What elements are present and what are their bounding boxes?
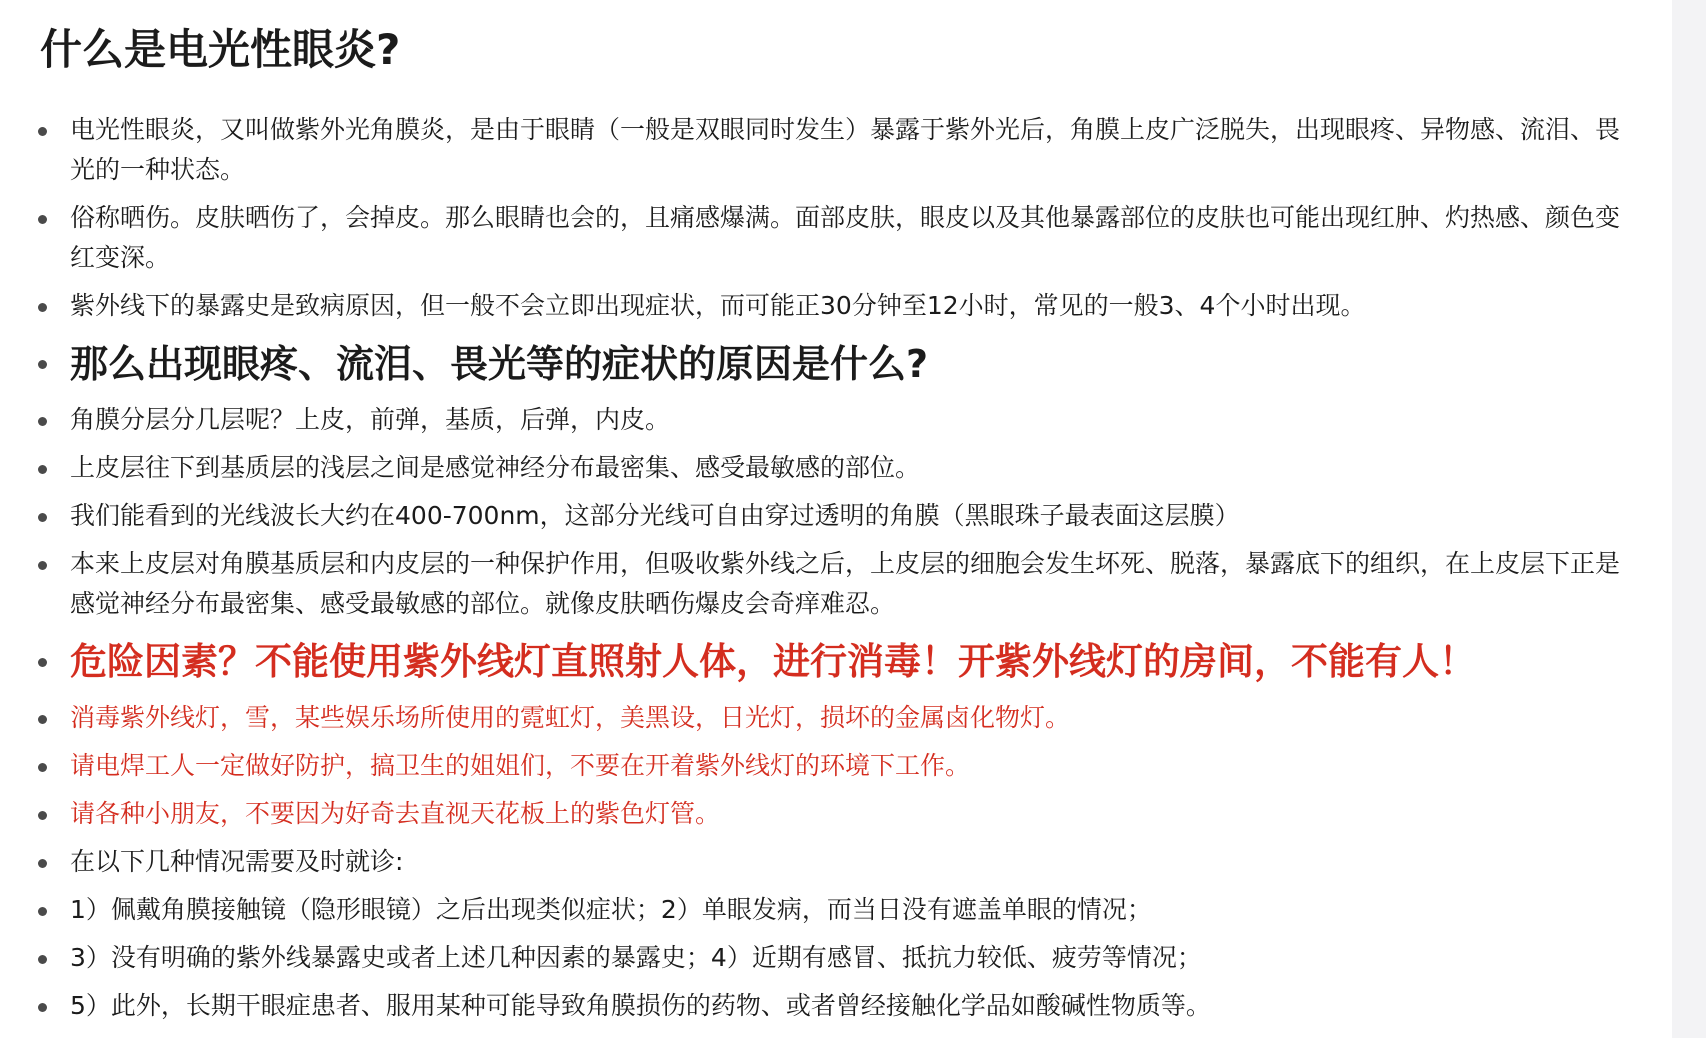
bullet-dot — [38, 215, 47, 224]
list-item-text: 电光性眼炎，又叫做紫外光角膜炎，是由于眼睛（一般是双眼同时发生）暴露于紫外光后，角膜上皮广泛脱失，出现眼疼、异物感、流泪、畏光的一种状态。 — [70, 115, 1621, 184]
list-item — [70, 544, 1640, 624]
list-item-text: 5）此外，长期干眼症患者、服用某种可能导致角膜损伤的药物、或者曾经接触化学品如酸碱性物质等。 — [70, 991, 1211, 1020]
list-item-text: 角膜分层分几层呢？上皮，前弹，基质，后弹，内皮。 — [70, 405, 671, 434]
warning-item — [70, 698, 1640, 738]
bullet-dot — [38, 955, 47, 964]
bullet-dot — [38, 513, 47, 522]
section-heading-text: 那么出现眼疼、流泪、畏光等的症状的原因是什么? — [70, 342, 929, 386]
warning-item-text: 请电焊工人一定做好防护，搞卫生的姐姐们，不要在开着紫外线灯的环境下工作。 — [70, 751, 971, 780]
list-item — [70, 198, 1640, 278]
list-item — [70, 400, 1640, 440]
bullet-dot — [38, 303, 47, 312]
bullet-dot — [38, 907, 47, 916]
list-item-text: 3）没有明确的紫外线暴露史或者上述几种因素的暴露史；4）近期有感冒、抵抗力较低、疲劳等情况； — [70, 943, 1202, 972]
list-item — [70, 890, 1640, 930]
list-item — [70, 448, 1640, 488]
bullet-dot — [38, 859, 47, 868]
list-item — [70, 842, 1640, 882]
warning-item — [70, 746, 1640, 786]
warning-heading — [70, 636, 1640, 688]
list-item — [70, 110, 1640, 190]
list-item — [70, 496, 1640, 536]
list-item — [70, 986, 1640, 1026]
list-item-text: 紫外线下的暴露史是致病原因，但一般不会立即出现症状，而可能正30分钟至12小时，常见的一般3、4个小时出现。 — [70, 291, 1366, 320]
bullet-dot — [38, 561, 47, 570]
list-item-text: 俗称晒伤。皮肤晒伤了，会掉皮。那么眼睛也会的，且痛感爆满。面部皮肤，眼皮以及其他暴露部位的皮肤也可能出现红肿、灼热感、颜色变红变深。 — [70, 203, 1621, 272]
list-item — [70, 286, 1640, 326]
bullet-dot — [38, 658, 47, 667]
list-item-text: 我们能看到的光线波长大约在400-700nm，这部分光线可自由穿过透明的角膜（黑眼珠子最表面这层膜） — [70, 501, 1240, 530]
right-scroll-gutter — [1672, 0, 1706, 1038]
list-item-text: 本来上皮层对角膜基质层和内皮层的一种保护作用，但吸收紫外线之后，上皮层的细胞会发生坏死、脱落，暴露底下的组织，在上皮层下正是感觉神经分布最密集、感受最敏感的部位。就像皮肤晒伤爆皮会奇痒难忍。 — [70, 549, 1621, 618]
warning-item — [70, 794, 1640, 834]
bullet-dot — [38, 763, 47, 772]
bullet-dot — [38, 715, 47, 724]
warning-item-text: 消毒紫外线灯，雪，某些娱乐场所使用的霓虹灯，美黑设，日光灯，损坏的金属卤化物灯。 — [70, 703, 1071, 732]
list-item-text: 上皮层往下到基质层的浅层之间是感觉神经分布最密集、感受最敏感的部位。 — [70, 453, 921, 482]
list-item-text: 1）佩戴角膜接触镜（隐形眼镜）之后出现类似症状；2）单眼发病，而当日没有遮盖单眼的情况； — [70, 895, 1152, 924]
bullet-dot — [38, 1003, 47, 1012]
section-heading — [70, 338, 1640, 390]
page-title: 什么是电光性眼炎? — [40, 25, 401, 74]
bullet-dot — [38, 465, 47, 474]
list-item-text: 在以下几种情况需要及时就诊: — [70, 847, 404, 876]
bullet-dot — [38, 127, 47, 136]
warning-heading-text: 危险因素？不能使用紫外线灯直照射人体，进行消毒！开紫外线灯的房间，不能有人！ — [70, 640, 1476, 683]
warning-item-text: 请各种小朋友，不要因为好奇去直视天花板上的紫色灯管。 — [70, 799, 721, 828]
bullet-dot — [38, 360, 47, 369]
bullet-dot — [38, 811, 47, 820]
bullet-dot — [38, 417, 47, 426]
list-item — [70, 938, 1640, 978]
